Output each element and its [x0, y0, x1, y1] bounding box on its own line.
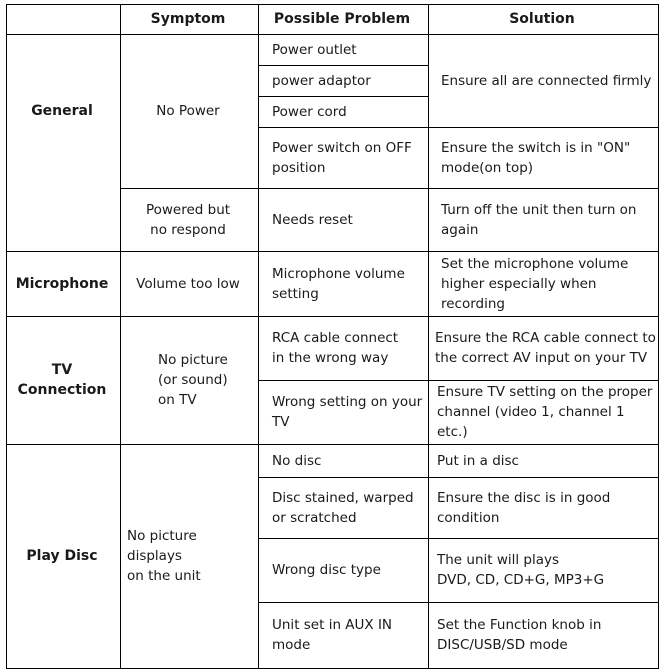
problem-disc-stained: Disc stained, warped or scratched	[272, 489, 414, 526]
problem-aux-in-mode: Unit set in AUX IN mode	[272, 617, 393, 653]
border-left	[6, 4, 7, 669]
problem-power-switch: Power switch on OFF position	[272, 139, 412, 176]
solution-turn-off-on: Turn off the unit then turn on again	[441, 201, 637, 238]
row-divider	[258, 380, 659, 381]
symptom-no-picture-unit: No picture displays on the unit	[127, 528, 201, 584]
solution-set-mic-volume: Set the microphone volume higher especially when recording	[441, 255, 629, 312]
header-possible-problem: Possible Problem	[273, 11, 411, 27]
row-divider	[258, 538, 659, 539]
solution-unit-plays: The unit will plays DVD, CD, CD+G, MP3+G	[437, 552, 605, 588]
border-bottom	[6, 668, 659, 669]
category-play-disc: Play Disc	[26, 548, 98, 564]
problem-wrong-setting-tv: Wrong setting on your TV	[272, 394, 423, 430]
solution-disc-good: Ensure the disc is in good condition	[437, 489, 611, 526]
border-right	[658, 4, 659, 669]
row-divider	[258, 127, 659, 128]
row-divider	[258, 477, 659, 478]
category-general: General	[31, 103, 93, 119]
problem-rca-cable: RCA cable connect in the wrong way	[272, 330, 399, 366]
symptom-no-power: No Power	[156, 103, 220, 119]
col-divider-3	[428, 4, 429, 669]
solution-tv-setting: Ensure TV setting on the proper channel (video 1, channel 1 etc.)	[437, 384, 653, 440]
row-divider	[258, 65, 429, 66]
problem-wrong-disc-type: Wrong disc type	[272, 562, 381, 578]
solution-rca-connect: Ensure the RCA cable connect to the correct AV input on your TV	[435, 330, 656, 366]
solution-connect-firmly: Ensure all are connected firmly	[441, 72, 652, 89]
problem-power-cord: Power cord	[272, 103, 347, 120]
problem-power-adaptor: power adaptor	[272, 72, 371, 89]
solution-function-knob: Set the Function knob in DISC/USB/SD mode	[437, 617, 602, 653]
header-symptom: Symptom	[150, 11, 226, 27]
row-divider	[258, 96, 429, 97]
problem-mic-volume: Microphone volume setting	[272, 265, 405, 302]
row-divider	[6, 34, 659, 35]
problem-needs-reset: Needs reset	[272, 211, 353, 228]
problem-no-disc: No disc	[272, 452, 322, 469]
category-microphone: Microphone	[15, 275, 109, 292]
symptom-powered-no-respond: Powered but no respond	[145, 201, 231, 238]
row-divider	[6, 444, 659, 445]
row-divider	[258, 602, 659, 603]
solution-switch-on: Ensure the switch is in "ON" mode(on top)	[441, 139, 631, 176]
row-divider	[6, 316, 659, 317]
header-solution: Solution	[509, 11, 575, 27]
category-tv-connection: TV Connection	[17, 362, 107, 398]
problem-power-outlet: Power outlet	[272, 41, 357, 58]
row-divider	[6, 251, 659, 252]
symptom-volume-too-low: Volume too low	[136, 275, 240, 292]
col-divider-1	[120, 4, 121, 669]
row-divider	[120, 188, 659, 189]
col-divider-2	[258, 4, 259, 669]
symptom-no-picture-tv: No picture (or sound) on TV	[158, 352, 228, 408]
border-top	[6, 4, 659, 5]
solution-put-disc: Put in a disc	[437, 452, 519, 469]
